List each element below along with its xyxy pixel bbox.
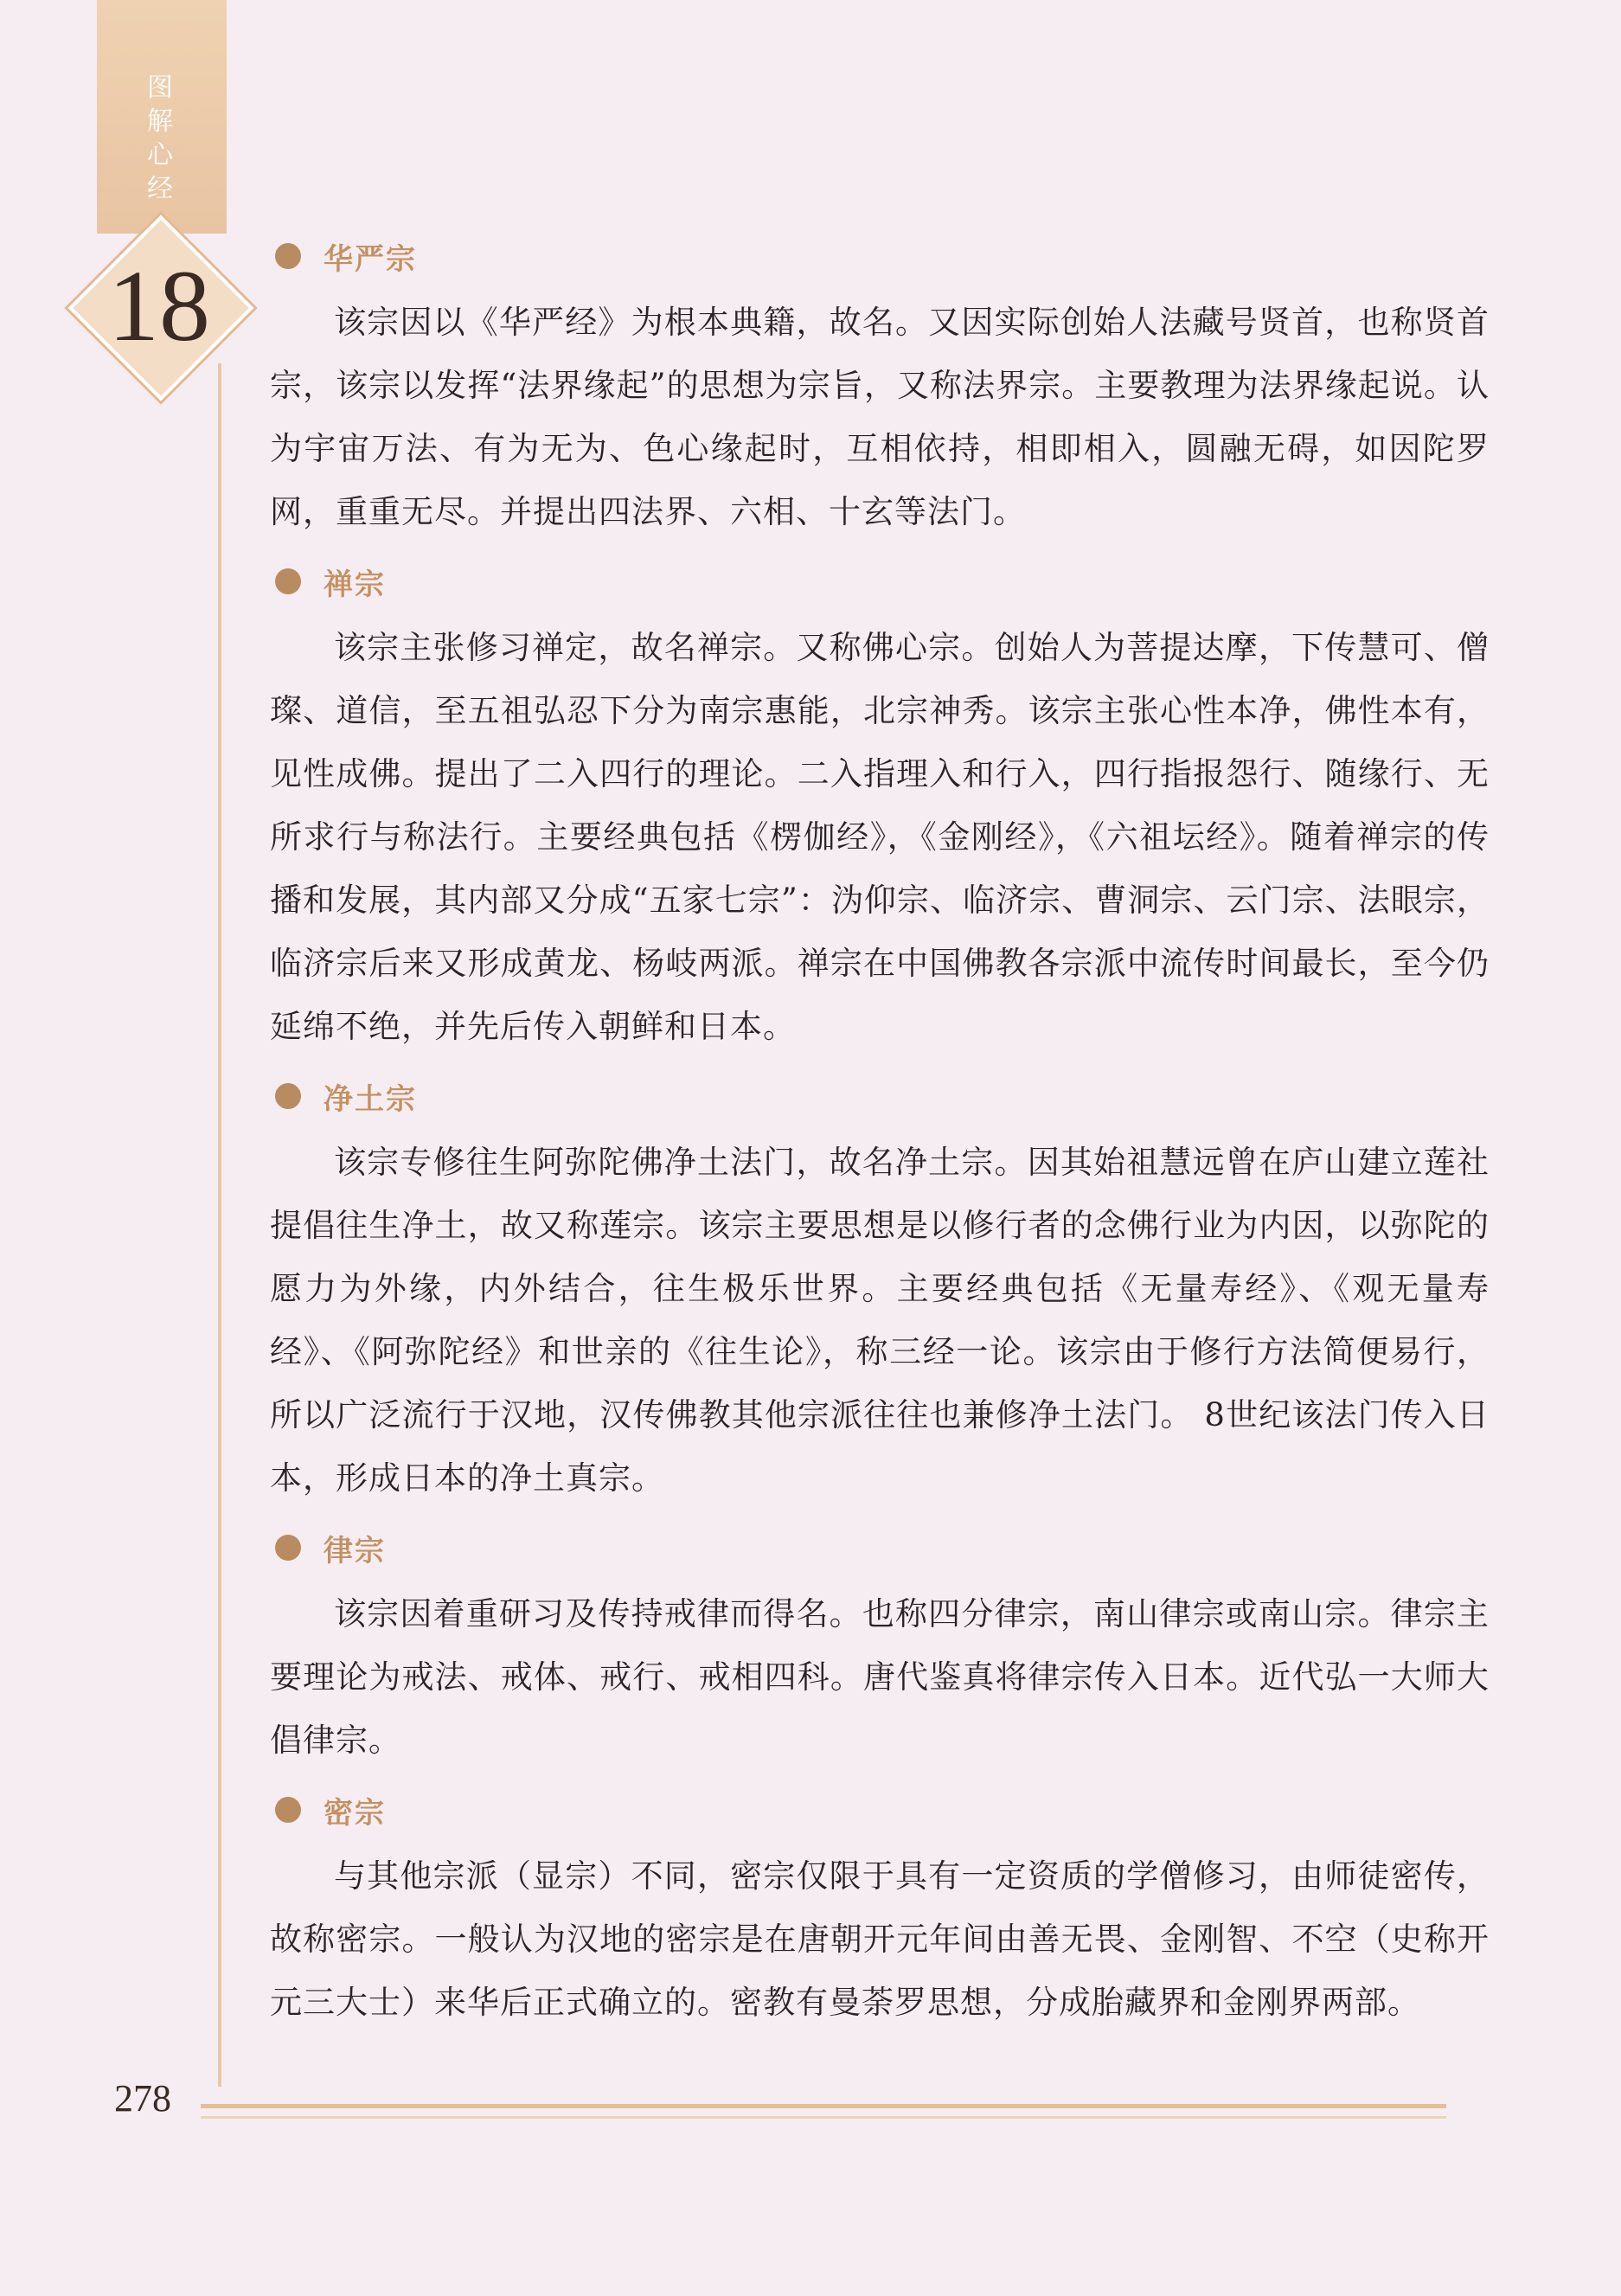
section-header: [275, 1072, 1477, 1120]
book-title-vertical: 图 解 心 经: [147, 73, 173, 204]
section-body: 该宗因以《华严经》为根本典籍，故名。又因实际创始人法藏号贤首，也称贤首宗，该宗以发挥“法界缘起”的思想为宗旨，又称法界宗。主要教理为法界缘起说。认为宇宙万法、有为无为、色心缘起时，互相依持，相即相入，圆融无碍，如因陀罗网，重重无尽。并提出四法界、六相、十玄等法门。: [270, 304, 1490, 530]
section-heading: 律宗: [324, 1533, 386, 1568]
section-header: [275, 232, 1477, 280]
section-chan: [249, 557, 1490, 1058]
bullet-dot-icon: [275, 568, 301, 594]
section-header: [275, 1523, 1477, 1572]
section-heading: 禅宗: [324, 567, 386, 602]
page-number: 278: [114, 2077, 171, 2120]
section-heading: 密宗: [324, 1795, 386, 1831]
section-huayan: [249, 232, 1490, 543]
page-content: [249, 232, 1490, 2048]
section-body: 该宗因着重研习及传持戒律而得名。也称四分律宗，南山律宗或南山宗。律宗主要理论为戒法、戒体、戒行、戒相四科。唐代鉴真将律宗传入日本。近代弘一大师大倡律宗。: [270, 1595, 1490, 1759]
section-header: [275, 1786, 1477, 1834]
bullet-dot-icon: [275, 1535, 301, 1561]
chapter-number: 18: [108, 249, 210, 362]
bullet-dot-icon: [275, 1797, 301, 1823]
section-vinaya: [249, 1523, 1490, 1772]
section-header: [275, 557, 1477, 606]
left-margin-rule: [218, 363, 221, 2087]
footer-rule: [201, 2104, 1446, 2108]
section-body: 与其他宗派（显宗）不同，密宗仅限于具有一定资质的学僧修习，由师徒密传，故称密宗。一般认为汉地的密宗是在唐朝开元年间由善无畏、金刚智、不空（史称开元三大士）来华后正式确立的。密教有曼荼罗思想，分成胎藏界和金刚界两部。: [270, 1857, 1490, 2021]
section-heading: 净土宗: [324, 1081, 417, 1117]
section-esoteric: [249, 1786, 1490, 2034]
section-body: 该宗专修往生阿弥陀佛净土法门，故名净土宗。因其始祖慧远曾在庐山建立莲社提倡往生净土，故又称莲宗。该宗主要思想是以修行者的念佛行业为内因，以弥陀的愿力为外缘，内外结合，往生极乐世界。主要经典包括《无量寿经》、《观无量寿经》、《阿弥陀经》和世亲的《往生论》，称三经一论。该宗由于修行方法简便易行，所以广泛流行于汉地，汉传佛教其他宗派往往也兼修净土法门。 8世纪该法门传入日本，形成日本的净土真宗。: [270, 1144, 1490, 1497]
section-body: 该宗主张修习禅定，故名禅宗。又称佛心宗。创始人为菩提达摩，下传慧可、僧璨、道信，至五祖弘忍下分为南宗惠能，北宗神秀。该宗主张心性本净，佛性本有，见性成佛。提出了二入四行的理论。二入指理入和行入，四行指报怨行、随缘行、无所求行与称法行。主要经典包括《楞伽经》，《金刚经》，《六祖坛经》。随着禅宗的传播和发展，其内部又分成“五家七宗”：沩仰宗、临济宗、曹洞宗、云门宗、法眼宗，临济宗后来又形成黄龙、杨岐两派。禅宗在中国佛教各宗派中流传时间最长，至今仍延绵不绝，并先后传入朝鲜和日本。: [270, 629, 1490, 1045]
section-heading: 华严宗: [324, 241, 417, 277]
section-pure-land: [249, 1072, 1490, 1510]
bullet-dot-icon: [275, 1083, 301, 1109]
bullet-dot-icon: [275, 243, 301, 269]
footer-rule-thin: [201, 2116, 1446, 2119]
